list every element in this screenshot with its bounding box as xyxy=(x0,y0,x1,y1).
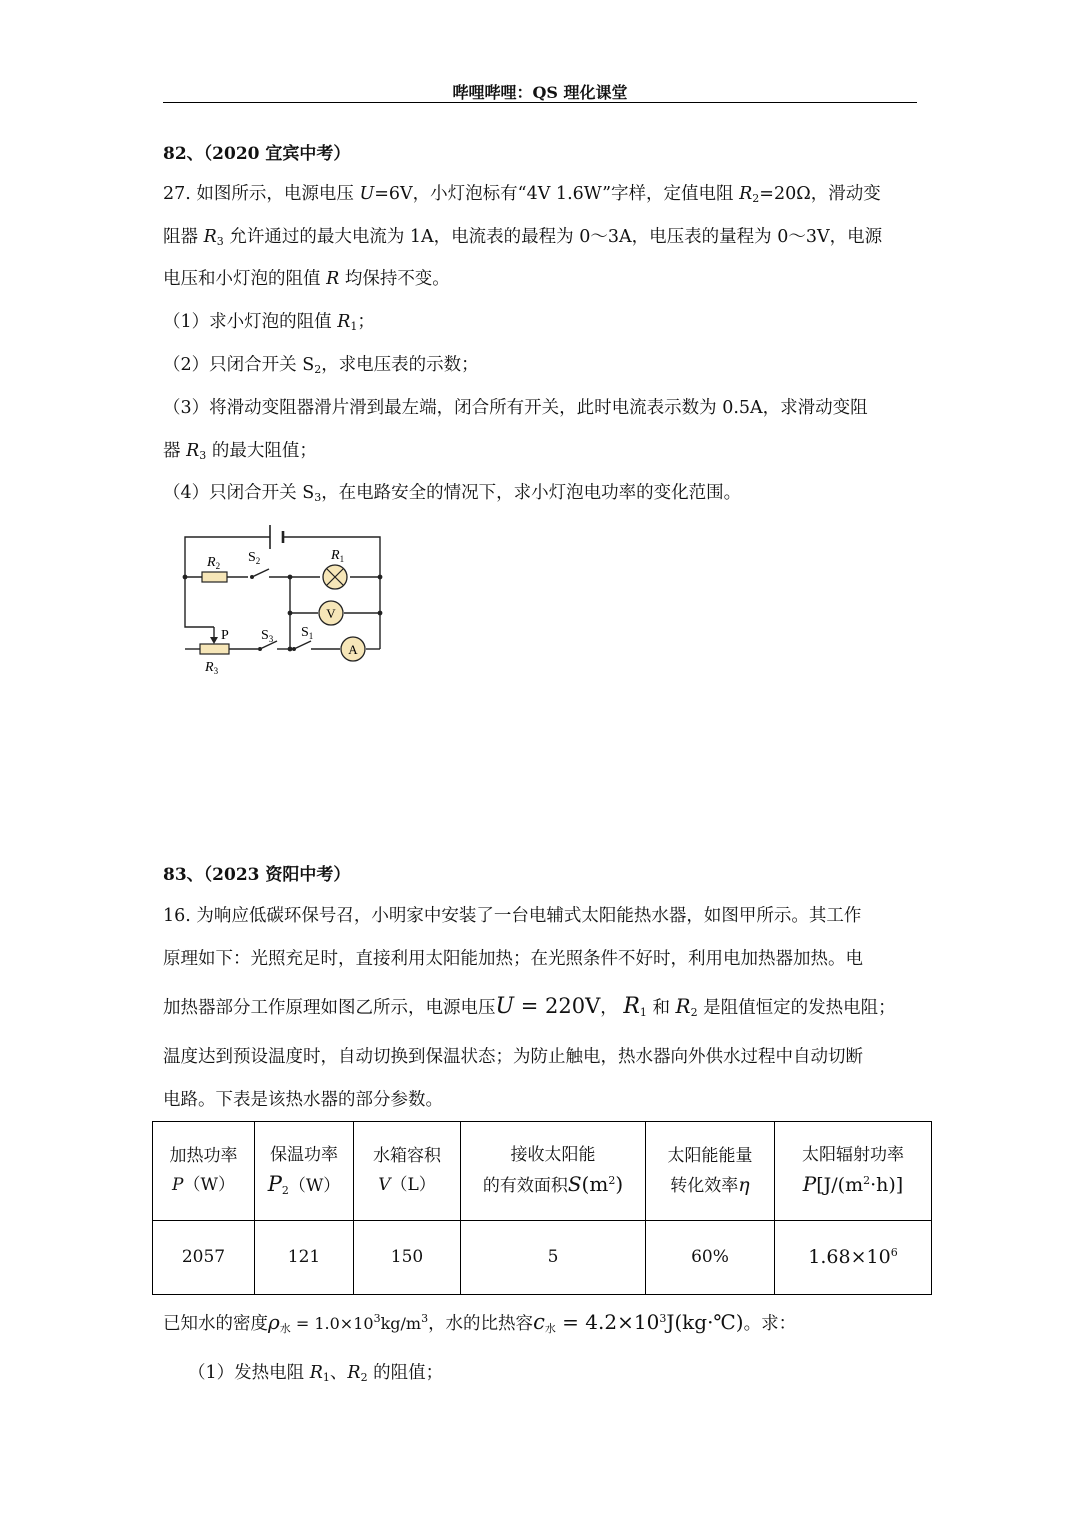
problem-82-question-1: （1）求小灯泡的阻值 $R_1$； xyxy=(163,312,375,333)
circuit-diagram xyxy=(170,515,390,680)
problem-82-question-3-line-2: 器 $R_3$ 的最大阻值； xyxy=(163,441,317,462)
problem-83-line-1: 16. 为响应低碳环保号召，小明家中安装了一台电辅式太阳能热水器，如图甲所示。其工作 xyxy=(163,906,862,926)
header-conversion-efficiency: 太阳能能量 转化效率η xyxy=(646,1122,775,1221)
problem-83-line-3: 加热器部分工作原理如图乙所示，电源电压U = 220V， $R_1$ 和 $R_2$ 是阻值恒定的发热电阻； xyxy=(163,994,896,1019)
voltmeter-label: V xyxy=(326,606,336,621)
table-row xyxy=(153,1221,932,1295)
problem-83-given-values: 已知水的密度$\rho_水 = 1.0\times 10^3kg/m^3$，水的比热容$c_水$ = $4.2\times 10^3J(kg\cdot℃)$。求： xyxy=(163,1310,797,1335)
header-effective-area: 接收太阳能 的有效面积$S(m^2)$ xyxy=(461,1122,646,1221)
label-s2: $S_2$ xyxy=(248,550,261,566)
ammeter-label: A xyxy=(348,642,358,657)
value-solar-radiation-power: $1.68\times 10^6$ xyxy=(775,1221,932,1295)
resistor-r3 xyxy=(200,644,229,654)
label-r3: $R_3$ xyxy=(205,660,219,676)
problem-83-line-2: 原理如下：光照充足时，直接利用太阳能加热；在光照条件不好时，利用电加热器加热。电 xyxy=(163,949,863,969)
value-effective-area: 5 xyxy=(461,1221,646,1295)
label-r2: $R_2$ xyxy=(207,555,221,571)
problem-82-line-2: 阻器 $R_3$ 允许通过的最大电流为 1A，电流表的最程为 0～3A，电压表的量程为 0～3V，电源 xyxy=(163,227,883,248)
problem-82-line-1: 27. 如图所示，电源电压 U=6V，小灯泡标有“4V 1.6W”字样，定值电阻 $R_2=20\Omega$，滑动变 xyxy=(163,184,881,205)
label-p: P xyxy=(221,628,229,643)
header-heating-power: 加热功率 P（W） xyxy=(153,1122,255,1221)
problem-83-title: 83、（2023 资阳中考） xyxy=(163,865,351,885)
value-heating-power: 2057 xyxy=(153,1221,255,1295)
value-insulation-power: 121 xyxy=(255,1221,354,1295)
problem-82-question-4: （4）只闭合开关 $S_3$，在电路安全的情况下，求小灯泡电功率的变化范围。 xyxy=(163,483,742,504)
parameter-table xyxy=(152,1121,932,1295)
label-r1: $R_1$ xyxy=(331,548,345,564)
problem-82-question-2: （2）只闭合开关 $S_2$，求电压表的示数； xyxy=(163,355,479,376)
value-tank-volume: 150 xyxy=(354,1221,461,1295)
problem-82-line-3: 电压和小灯泡的阻值 R 均保持不变。 xyxy=(163,269,450,289)
page-header: 哔哩哔哩：QS 理化课堂 xyxy=(452,83,628,102)
label-s1: $S_1$ xyxy=(301,625,314,641)
header-tank-volume: 水箱容积 V（L） xyxy=(354,1122,461,1221)
resistor-r2 xyxy=(202,572,227,582)
value-conversion-efficiency: 60% xyxy=(646,1221,775,1295)
header-insulation-power: 保温功率 $P_2(W)$ xyxy=(255,1122,354,1221)
label-s3: $S_3$ xyxy=(261,628,274,644)
problem-82-title: 82、（2020 宜宾中考） xyxy=(163,144,351,164)
lamp-icon xyxy=(323,565,347,589)
problem-83-line-5: 电路。下表是该热水器的部分参数。 xyxy=(163,1090,443,1110)
problem-83-question-1: （1）发热电阻 $R_1$、$R_2$ 的阻值； xyxy=(188,1363,444,1384)
header-solar-radiation-power: 太阳辐射功率 $P[J/(m^2\cdot h)]$ xyxy=(775,1122,932,1221)
problem-82-question-3-line-1: （3）将滑动变阻器滑片滑到最左端，闭合所有开关，此时电流表示数为 0.5A，求滑动变阻 xyxy=(163,398,868,418)
table-header-row xyxy=(153,1122,932,1221)
header-rule xyxy=(163,102,917,103)
problem-83-line-4: 温度达到预设温度时，自动切换到保温状态；为防止触电，热水器向外供水过程中自动切断 xyxy=(163,1047,863,1067)
